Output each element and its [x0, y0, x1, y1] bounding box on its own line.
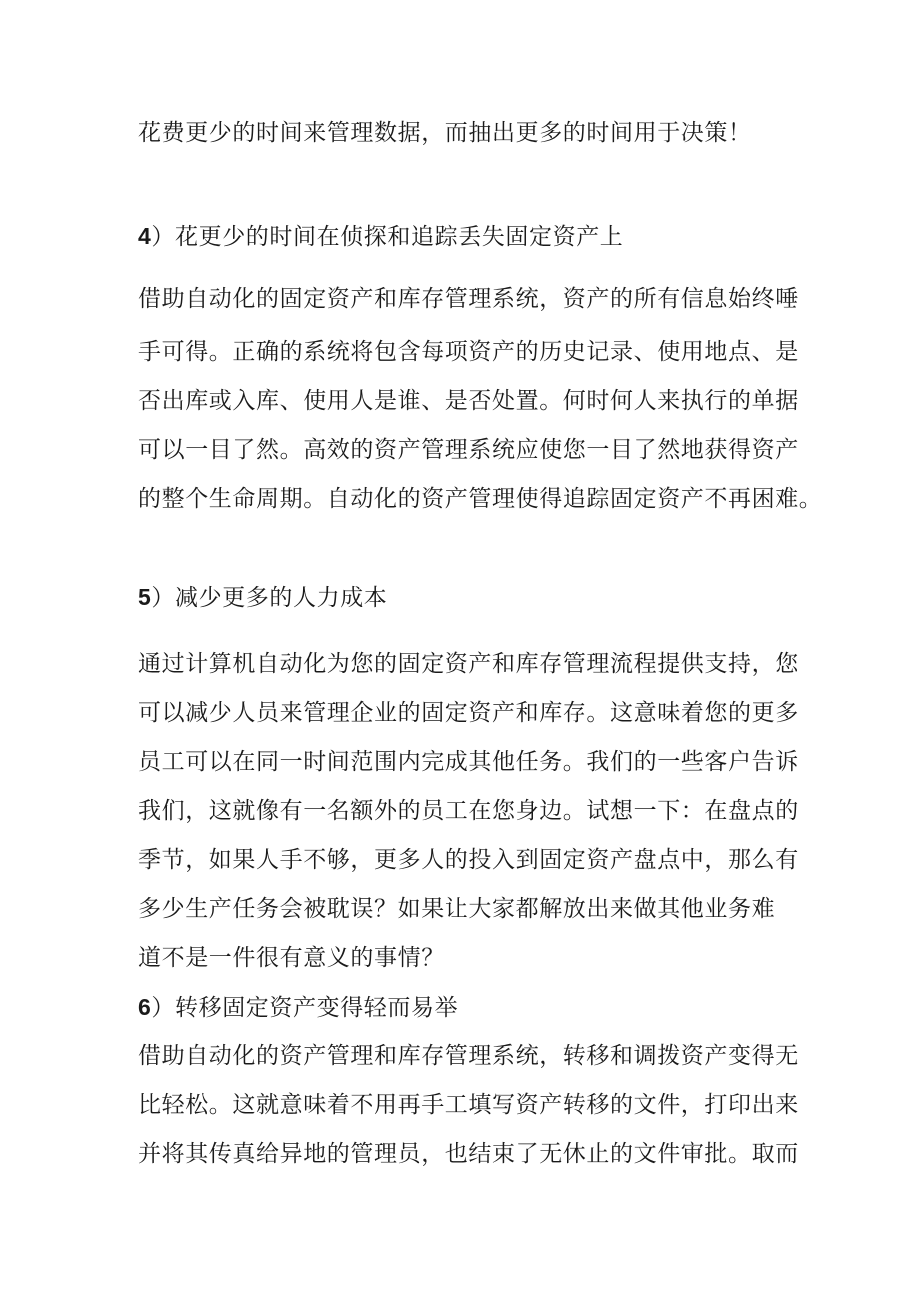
section-6-heading [138, 993, 458, 1022]
section-5-line: 道不是一件很有意义的事情？ [138, 945, 445, 971]
section-4-line: 可以一目了然。高效的资产管理系统应使您一目了然地获得资产 [138, 437, 799, 463]
section-5-title: ）减少更多的人力成本 [151, 585, 388, 611]
section-6-line: 比轻松。这就意味着不用再手工填写资产转移的文件，打印出来 [138, 1092, 799, 1118]
section-4-title: ）花更少的时间在侦探和追踪丢失固定资产上 [151, 224, 624, 250]
section-5-line: 员工可以在同一时间范围内完成其他任务。我们的一些客户告诉 [138, 749, 799, 775]
section-5-line: 我们，这就像有一名额外的员工在您身边。试想一下：在盘点的 [138, 798, 799, 824]
section-5-line: 可以减少人员来管理企业的固定资产和库存。这意味着您的更多 [138, 700, 799, 726]
intro-paragraph: 花费更少的时间来管理数据，而抽出更多的时间用于决策！ [138, 120, 752, 146]
section-4-line: 的整个生命周期。自动化的资产管理使得追踪固定资产不再困难。 [138, 486, 823, 512]
section-6-line: 借助自动化的资产管理和库存管理系统，转移和调拨资产变得无 [138, 1043, 799, 1069]
section-5-line: 季节，如果人手不够，更多人的投入到固定资产盘点中，那么有 [138, 847, 799, 873]
section-5-line: 通过计算机自动化为您的固定资产和库存管理流程提供支持，您 [138, 651, 799, 677]
section-6-number: 6 [138, 994, 152, 1020]
section-5-line: 多少生产任务会被耽误？如果让大家都解放出来做其他业务难 [138, 896, 776, 922]
section-4-number: 4 [138, 223, 152, 249]
section-4-line: 借助自动化的固定资产和库存管理系统，资产的所有信息始终唾 [138, 286, 799, 312]
section-6-title: ）转移固定资产变得轻而易举 [151, 995, 459, 1021]
section-5-number: 5 [138, 584, 152, 610]
section-4-line: 手可得。正确的系统将包含每项资产的历史记录、使用地点、是 [138, 339, 799, 365]
section-6-line: 并将其传真给异地的管理员，也结束了无休止的文件审批。取而 [138, 1141, 799, 1167]
section-5-heading [138, 583, 387, 612]
section-4-heading [138, 222, 623, 251]
section-4-line: 否出库或入库、使用人是谁、是否处置。何时何人来执行的单据 [138, 388, 799, 414]
